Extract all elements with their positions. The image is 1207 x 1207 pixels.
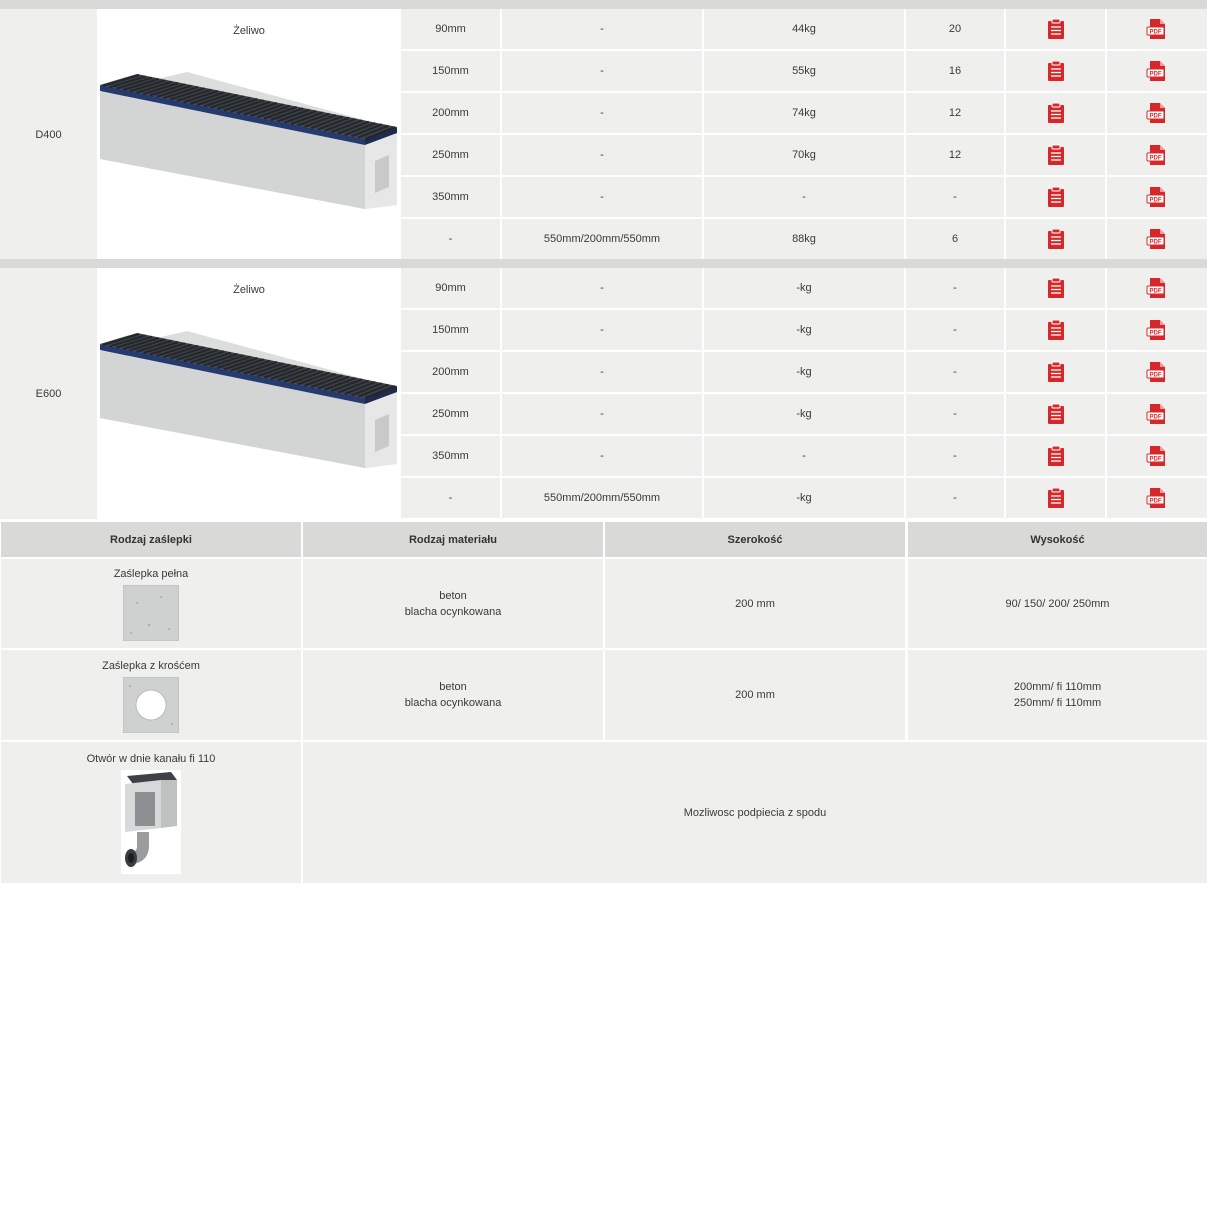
cap-type-label: Zaślepka z krośćem <box>102 659 200 672</box>
variant-dimensions: - <box>502 177 702 217</box>
variant-weight: -kg <box>704 394 904 434</box>
product-group-d400 <box>0 9 1207 260</box>
pdf-download-cell <box>1107 177 1207 217</box>
variant-row <box>401 394 1207 434</box>
clipboard-icon[interactable] <box>1046 361 1066 383</box>
svg-text:PDF: PDF <box>1149 29 1162 36</box>
clipboard-icon[interactable] <box>1046 277 1066 299</box>
variant-weight: 70kg <box>704 135 904 175</box>
pdf-download-cell <box>1107 51 1207 91</box>
variant-row <box>401 135 1207 175</box>
variant-row <box>401 177 1207 217</box>
svg-text:PDF: PDF <box>1149 498 1162 505</box>
variant-row <box>401 93 1207 133</box>
material-line-2: blacha ocynkowana <box>404 605 502 618</box>
grate-material: Żeliwo <box>233 284 265 296</box>
outlet-type-label: Otwór w dnie kanału fi 110 <box>86 753 216 765</box>
variant-weight: -kg <box>704 352 904 392</box>
material-line-2: blacha ocynkowana <box>404 697 502 709</box>
height-line-1: 90/ 150/ 200/ 250mm <box>1005 597 1110 610</box>
variant-quantity: 16 <box>906 51 1004 91</box>
pdf-download-cell <box>1107 9 1207 49</box>
pdf-download-cell <box>1107 310 1207 350</box>
variants-grid <box>401 268 1207 519</box>
svg-text:PDF: PDF <box>1149 414 1162 421</box>
svg-text:PDF: PDF <box>1149 197 1162 204</box>
variant-quantity: - <box>906 478 1004 518</box>
clipboard-icon[interactable] <box>1046 186 1066 208</box>
variant-weight: 74kg <box>704 93 904 133</box>
header-cap-type: Rodzaj zaślepki <box>1 522 301 557</box>
spec-sheet-cell <box>1006 352 1105 392</box>
material-line-1: beton <box>439 681 467 693</box>
svg-text:PDF: PDF <box>1149 239 1162 246</box>
pdf-icon[interactable] <box>1146 445 1168 467</box>
variant-height: 200mm <box>401 352 500 392</box>
variant-height: 350mm <box>401 436 500 476</box>
svg-text:PDF: PDF <box>1149 113 1162 120</box>
pdf-download-cell <box>1107 135 1207 175</box>
pdf-icon[interactable] <box>1146 361 1168 383</box>
variant-height: 90mm <box>401 9 500 49</box>
variant-dimensions: - <box>502 51 702 91</box>
variant-row <box>401 268 1207 308</box>
variant-height: - <box>401 219 500 259</box>
variant-dimensions: - <box>502 268 702 308</box>
pdf-icon[interactable] <box>1146 60 1168 82</box>
cap-full-height <box>908 559 1207 648</box>
variant-weight: -kg <box>704 478 904 518</box>
load-class: E600 <box>0 268 97 519</box>
height-line-2: 250mm/ fi 110mm <box>1013 697 1102 709</box>
variant-height: - <box>401 478 500 518</box>
variant-quantity: - <box>906 436 1004 476</box>
spec-sheet-cell <box>1006 310 1105 350</box>
variant-weight: -kg <box>704 268 904 308</box>
group-separator <box>0 259 1207 268</box>
variant-row <box>401 310 1207 350</box>
variant-dimensions: 550mm/200mm/550mm <box>502 478 702 518</box>
svg-text:PDF: PDF <box>1149 71 1162 78</box>
grate-material: Żeliwo <box>233 25 265 37</box>
variant-weight: 88kg <box>704 219 904 259</box>
header-material: Rodzaj materiału <box>303 522 603 557</box>
variant-row <box>401 9 1207 49</box>
spec-sheet-cell <box>1006 93 1105 133</box>
spec-sheet-cell <box>1006 219 1105 259</box>
material-line-1: beton <box>439 589 467 602</box>
variant-row <box>401 219 1207 259</box>
bottom-outlet-image <box>121 770 181 874</box>
variant-height: 90mm <box>401 268 500 308</box>
drainage-channel-image <box>97 9 401 260</box>
variant-weight: -kg <box>704 310 904 350</box>
cap-full-width: 200 mm <box>605 559 905 648</box>
svg-text:PDF: PDF <box>1149 288 1162 295</box>
spec-sheet-cell <box>1006 436 1105 476</box>
pdf-download-cell <box>1107 93 1207 133</box>
cap-outlet-cell <box>1 650 301 740</box>
drainage-channel-image <box>97 268 401 519</box>
spec-sheet-cell <box>1006 478 1105 518</box>
variant-quantity: - <box>906 177 1004 217</box>
pdf-icon[interactable] <box>1146 277 1168 299</box>
clipboard-icon[interactable] <box>1046 445 1066 467</box>
pdf-icon[interactable] <box>1146 102 1168 124</box>
concrete-cap-image <box>123 585 179 641</box>
cap-outlet-height <box>908 650 1207 740</box>
variant-dimensions: - <box>502 9 702 49</box>
product-group-e600 <box>0 268 1207 519</box>
variant-weight: - <box>704 177 904 217</box>
variant-quantity: - <box>906 268 1004 308</box>
pdf-icon[interactable] <box>1146 319 1168 341</box>
variant-dimensions: - <box>502 135 702 175</box>
variant-quantity: 12 <box>906 93 1004 133</box>
bottom-outlet-note: Mozliwosc podpiecia z spodu <box>303 742 1207 883</box>
variant-quantity: - <box>906 310 1004 350</box>
variant-quantity: 12 <box>906 135 1004 175</box>
variant-row <box>401 478 1207 518</box>
variant-dimensions: - <box>502 310 702 350</box>
svg-text:PDF: PDF <box>1149 372 1162 379</box>
variant-dimensions: - <box>502 93 702 133</box>
variant-quantity: 20 <box>906 9 1004 49</box>
pdf-icon[interactable] <box>1146 18 1168 40</box>
clipboard-icon[interactable] <box>1046 102 1066 124</box>
pdf-icon[interactable] <box>1146 487 1168 509</box>
variant-height: 350mm <box>401 177 500 217</box>
pdf-icon[interactable] <box>1146 228 1168 250</box>
variant-height: 250mm <box>401 135 500 175</box>
variant-row <box>401 352 1207 392</box>
cap-type-label: Zaślepka pełna <box>113 568 189 580</box>
variant-height: 250mm <box>401 394 500 434</box>
cap-full-material <box>303 559 603 648</box>
variant-row <box>401 51 1207 91</box>
spec-sheet-cell <box>1006 51 1105 91</box>
variant-weight: - <box>704 436 904 476</box>
spec-sheet-cell <box>1006 394 1105 434</box>
spec-sheet-cell <box>1006 268 1105 308</box>
variant-dimensions: - <box>502 394 702 434</box>
variant-quantity: - <box>906 394 1004 434</box>
top-separator <box>0 0 1207 9</box>
load-class: D400 <box>0 9 97 260</box>
spec-sheet-cell <box>1006 135 1105 175</box>
variant-weight: 55kg <box>704 51 904 91</box>
bottom-outlet-cell <box>1 742 301 883</box>
spec-sheet-cell <box>1006 9 1105 49</box>
variant-height: 200mm <box>401 93 500 133</box>
variant-dimensions: 550mm/200mm/550mm <box>502 219 702 259</box>
svg-text:PDF: PDF <box>1149 330 1162 337</box>
variant-height: 150mm <box>401 51 500 91</box>
clipboard-icon[interactable] <box>1046 144 1066 166</box>
pdf-download-cell <box>1107 268 1207 308</box>
cap-outlet-width: 200 mm <box>605 650 905 740</box>
pdf-icon[interactable] <box>1146 403 1168 425</box>
variant-dimensions: - <box>502 436 702 476</box>
header-height: Wysokość <box>908 522 1207 557</box>
svg-text:PDF: PDF <box>1149 456 1162 463</box>
variant-dimensions: - <box>502 352 702 392</box>
product-image-cell <box>97 268 401 519</box>
clipboard-icon[interactable] <box>1046 18 1066 40</box>
pdf-download-cell <box>1107 478 1207 518</box>
spec-sheet-cell <box>1006 177 1105 217</box>
height-line-1: 200mm/ fi 110mm <box>1013 681 1102 693</box>
variant-quantity: - <box>906 352 1004 392</box>
clipboard-icon[interactable] <box>1046 60 1066 82</box>
clipboard-icon[interactable] <box>1046 487 1066 509</box>
pdf-download-cell <box>1107 352 1207 392</box>
header-width: Szerokość <box>605 522 905 557</box>
clipboard-icon[interactable] <box>1046 403 1066 425</box>
variant-row <box>401 436 1207 476</box>
pdf-download-cell <box>1107 219 1207 259</box>
variant-weight: 44kg <box>704 9 904 49</box>
product-image-cell <box>97 9 401 260</box>
pdf-download-cell <box>1107 394 1207 434</box>
pdf-download-cell <box>1107 436 1207 476</box>
variants-grid <box>401 9 1207 260</box>
cap-full-cell <box>1 559 301 648</box>
pdf-icon[interactable] <box>1146 144 1168 166</box>
svg-text:PDF: PDF <box>1149 155 1162 162</box>
variant-height: 150mm <box>401 310 500 350</box>
pdf-icon[interactable] <box>1146 186 1168 208</box>
clipboard-icon[interactable] <box>1046 228 1066 250</box>
clipboard-icon[interactable] <box>1046 319 1066 341</box>
variant-quantity: 6 <box>906 219 1004 259</box>
concrete-cap-hole-image <box>123 677 179 733</box>
cap-outlet-material <box>303 650 603 740</box>
